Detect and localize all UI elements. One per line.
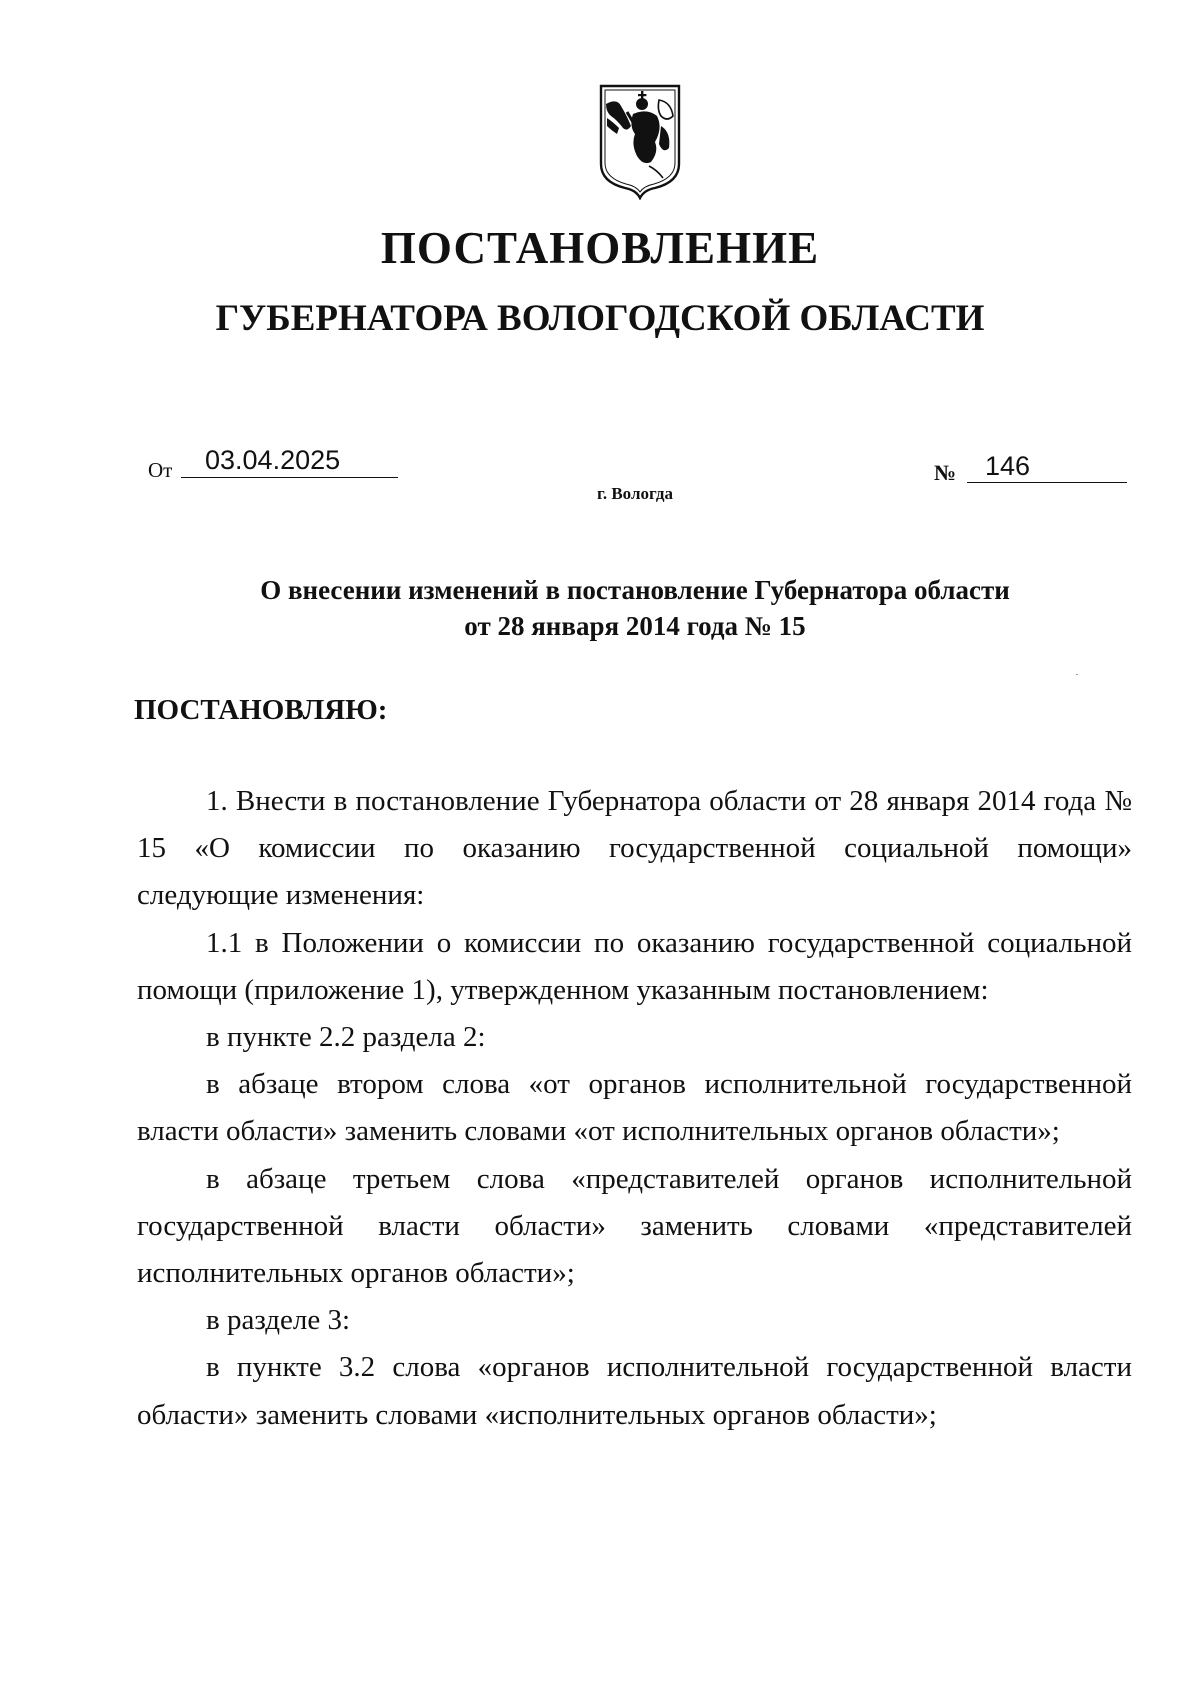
number-value: 146 — [985, 451, 1031, 481]
city-label: г. Вологда — [597, 484, 673, 503]
date-underline — [181, 477, 398, 478]
decree-heading: ПОСТАНОВЛЯЮ: — [134, 694, 388, 726]
date-label: От — [148, 458, 173, 482]
document-type-title: ПОСТАНОВЛЕНИЕ — [380, 223, 820, 273]
document-subject — [0, 572, 1200, 644]
number-label: № — [934, 460, 957, 485]
scan-speck — [1076, 674, 1078, 675]
subject-line-1: О внесении изменений в постановление Губернатора области — [260, 575, 1010, 605]
paragraph: в абзаце третьем слова «представителей органов исполнительной государственной власти области» заменить словами «представителей исполнительных органов области»; — [137, 1162, 1132, 1290]
number-underline — [967, 482, 1127, 483]
issuer-title: ГУБЕРНАТОРА ВОЛОГОДСКОЙ ОБЛАСТИ — [215, 298, 985, 339]
paragraph: 1. Внести в постановление Губернатора области от 28 января 2014 года № 15 «О комиссии по оказанию государственной социальной помощи» следующие изменения: — [137, 785, 1132, 912]
coat-of-arms-icon — [597, 82, 683, 200]
paragraph: 1.1 в Положении о комиссии по оказанию государственной социальной помощи (приложение 1), утвержденном указанным постановлением: — [137, 926, 1132, 1006]
subject-line-2: от 28 января 2014 года № 15 — [464, 611, 806, 641]
document-body — [137, 778, 1132, 1439]
paragraph: в абзаце втором слова «от органов исполнительной государственной власти области» заменить словами «от исполнительных органов области»; — [137, 1068, 1132, 1148]
date-value: 03.04.2025 — [205, 445, 341, 475]
paragraph: в пункте 2.2 раздела 2: — [206, 1021, 486, 1054]
paragraph: в разделе 3: — [206, 1304, 351, 1337]
paragraph: в пункте 3.2 слова «органов исполнительной государственной власти области» заменить словами «исполнительных органов области»; — [137, 1351, 1132, 1431]
